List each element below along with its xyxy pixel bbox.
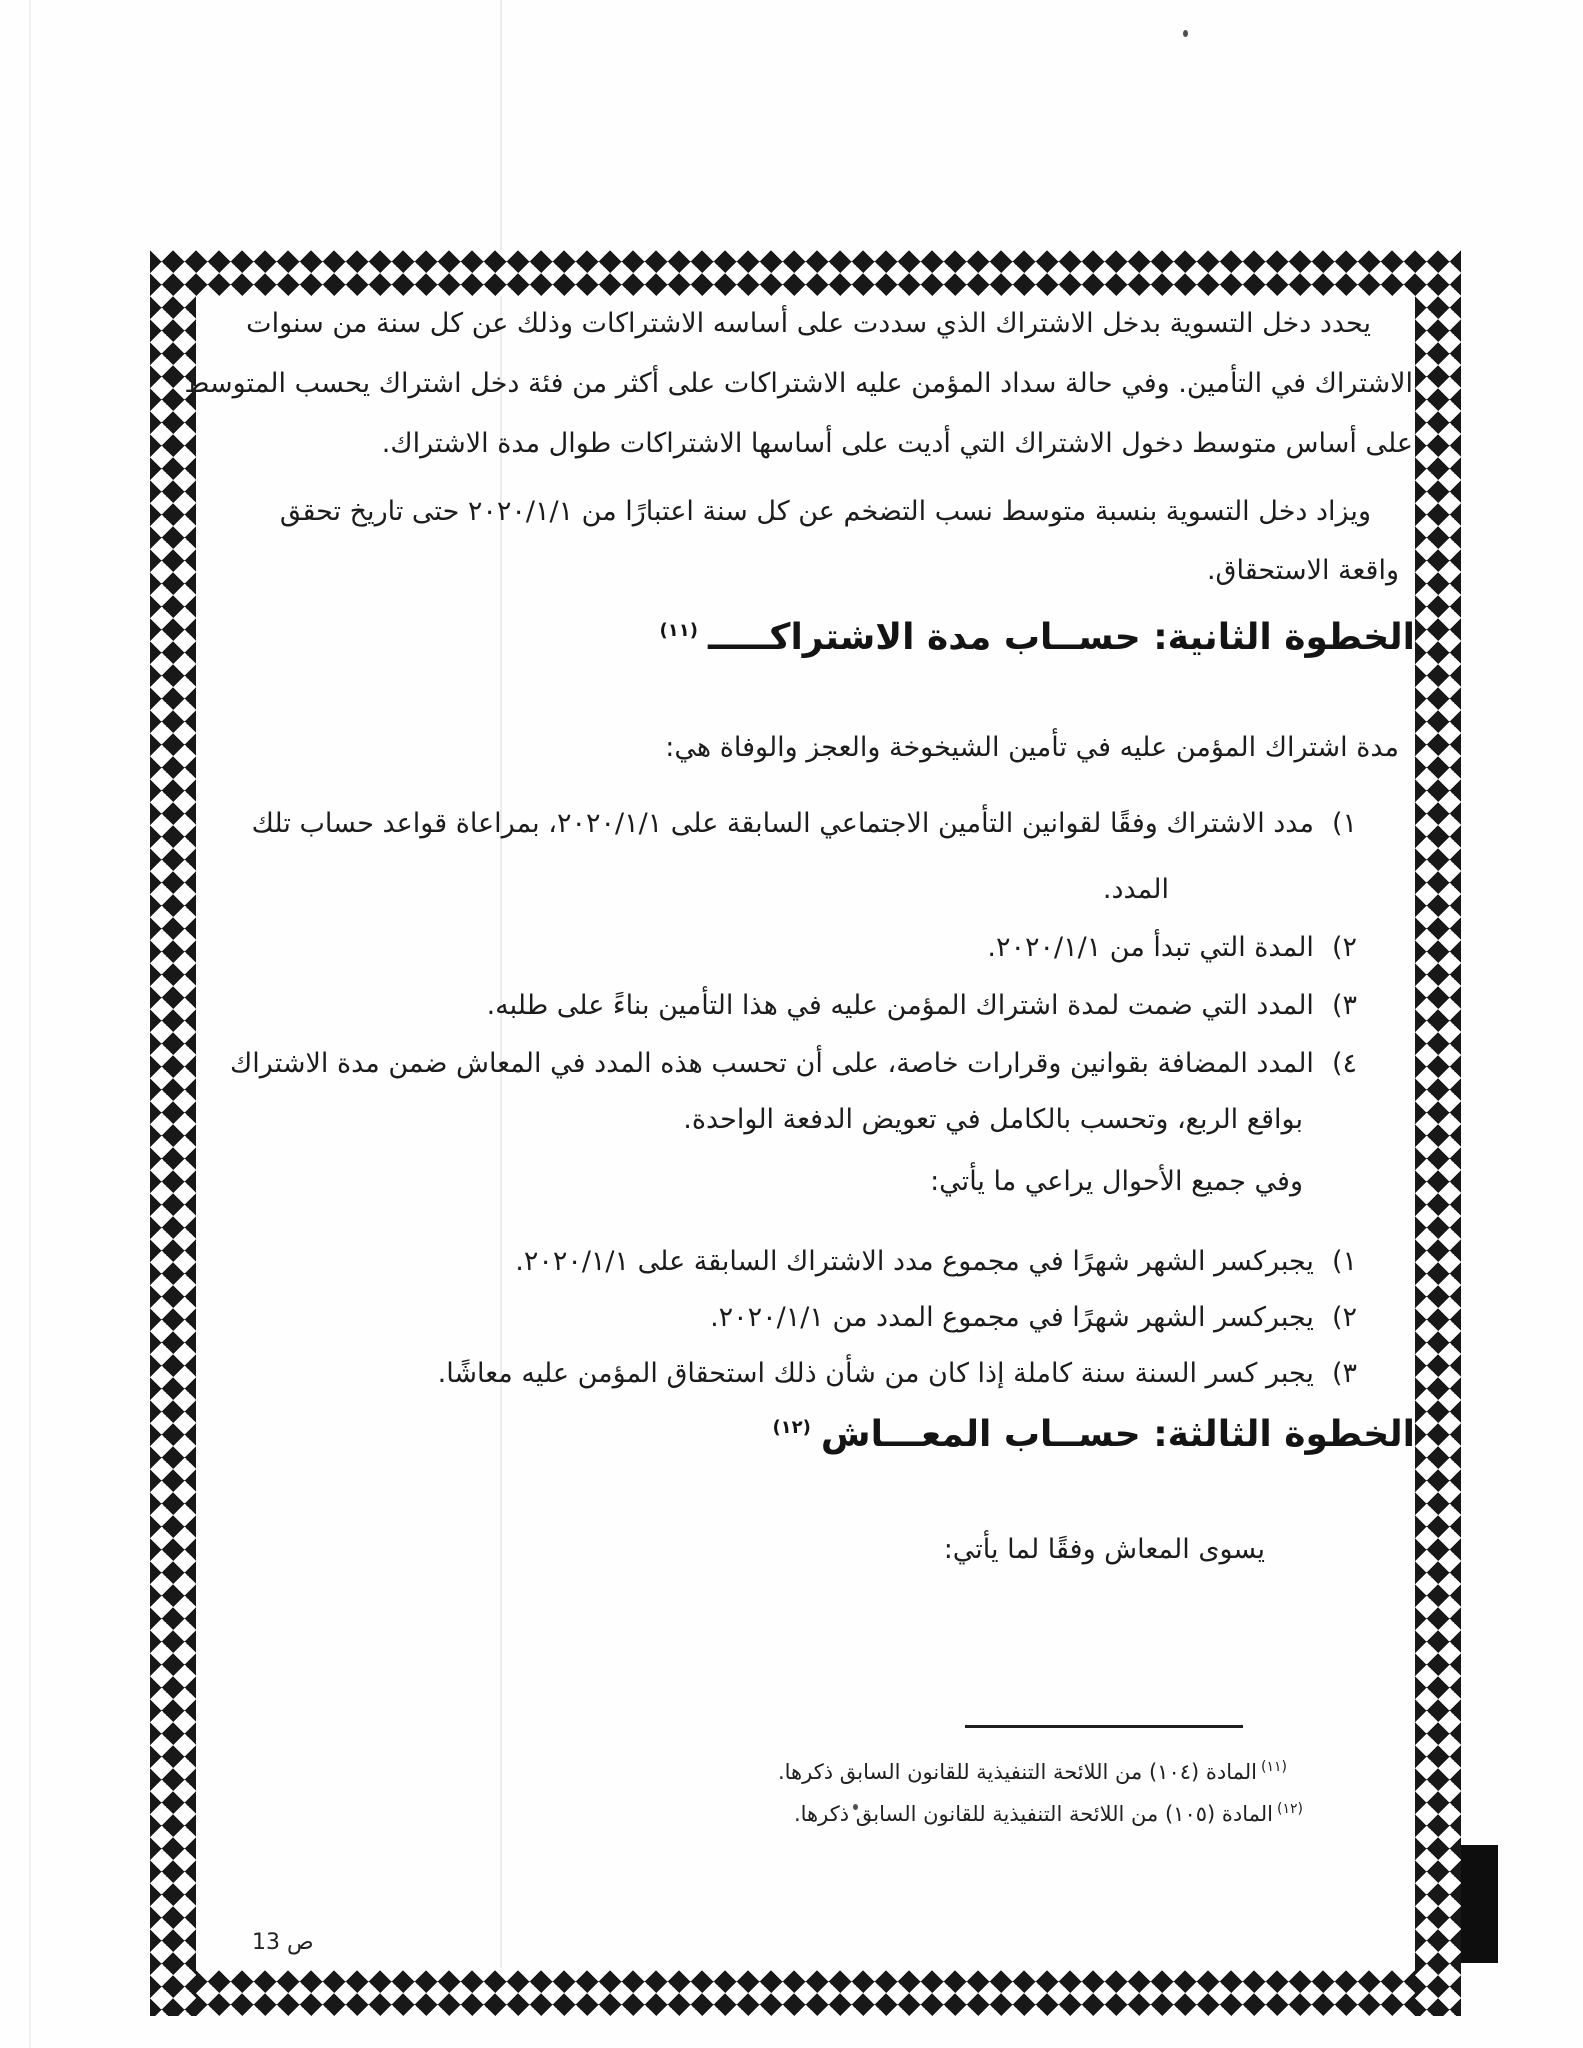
footnote-separator xyxy=(965,1725,1243,1728)
footnote-text: المادة (١٠٤) من اللائحة التنفيذية للقانون السابق ذكرها. xyxy=(777,1760,1258,1784)
border-band-left xyxy=(150,250,196,2016)
list-item-text: المدة التي تبدأ من ٢٠٢٠/١/١. xyxy=(987,932,1314,963)
step-3-heading-text: الخطوة الثالثة: حســاب المعـــاش xyxy=(820,1414,1415,1455)
border-band-bottom xyxy=(150,1970,1461,2016)
footnote-ref-12: (١٢) xyxy=(772,1417,811,1438)
list-item-marker: ٢) xyxy=(1331,932,1357,963)
list-item-marker: ٤) xyxy=(1331,1048,1357,1079)
paragraph-line: ويزاد دخل التسوية بنسبة متوسط نسب التضخم عن كل سنة اعتبارًا من ٢٠٢٠/١/١ حتى تاريخ تحقق xyxy=(279,496,1371,527)
list-item-text: يجبر كسر السنة سنة كاملة إذا كان من شأن ذلك استحقاق المؤمن عليه معاشًا. xyxy=(437,1358,1314,1389)
list-item-marker: ٢) xyxy=(1331,1302,1357,1333)
paragraph-line: يحدد دخل التسوية بدخل الاشتراك الذي سددت على أساسه الاشتراكات وذلك عن كل سنة من سنوات xyxy=(246,308,1371,339)
list-item-text: المدد المضافة بقوانين وقرارات خاصة، على أن تحسب هذه المدد في المعاش ضمن مدة الاشتراك xyxy=(230,1048,1314,1079)
list-item xyxy=(987,930,1357,966)
border-band-top xyxy=(150,250,1461,296)
list-item-continuation: المدد. xyxy=(1102,874,1169,905)
list-item xyxy=(252,806,1357,842)
list-item-marker: ١) xyxy=(1331,1246,1357,1277)
list-item-text: يجبركسر الشهر شهرًا في مجموع المدد من ٢٠٢٠/١/١. xyxy=(710,1302,1314,1333)
list-item-text: مدد الاشتراك وفقًا لقوانين التأمين الاجتماعي السابقة على ٢٠٢٠/١/١، بمراعاة قواعد حساب تلك xyxy=(251,808,1314,839)
list-item xyxy=(515,1244,1357,1280)
paragraph-line: واقعة الاستحقاق. xyxy=(1206,555,1399,586)
list-item xyxy=(438,1356,1357,1392)
footnote xyxy=(778,1758,1287,1786)
list-item xyxy=(487,988,1357,1024)
step-3-heading xyxy=(772,1411,1415,1460)
section-intro: مدة اشتراك المؤمن عليه في تأمين الشيخوخة والعجز والوفاة هي: xyxy=(665,732,1399,763)
footnote-marker-11: (١١) xyxy=(1261,1759,1287,1775)
footnote-text: المادة (١٠٥) من اللائحة التنفيذية للقانون السابق ذكرها. xyxy=(793,1802,1274,1826)
border-band-right xyxy=(1415,250,1461,2016)
paragraph-line: الاشتراك في التأمين. وفي حالة سداد المؤمن عليه الاشتراكات على أكثر من فئة دخل اشتراك يحسب المتوسط xyxy=(184,368,1413,399)
footnote xyxy=(794,1800,1303,1828)
document-body xyxy=(184,296,1415,1970)
section-intro: وفي جميع الأحوال يراعي ما يأتي: xyxy=(930,1166,1303,1197)
scan-speck xyxy=(1183,30,1188,37)
list-item-text: يجبركسر الشهر شهرًا في مجموع مدد الاشتراك السابقة على ٢٠٢٠/١/١. xyxy=(515,1246,1314,1277)
list-item-text: المدد التي ضمت لمدة اشتراك المؤمن عليه في هذا التأمين بناءً على طلبه. xyxy=(486,990,1314,1021)
paragraph-line: على أساس متوسط دخول الاشتراك التي أديت على أساسها الاشتراكات طوال مدة الاشتراك. xyxy=(381,428,1413,459)
footnote-marker-12: (١٢) xyxy=(1277,1801,1303,1817)
step-2-heading xyxy=(660,614,1415,663)
list-item xyxy=(230,1046,1357,1082)
scan-black-tab xyxy=(1455,1845,1498,1963)
step-2-heading-text: الخطوة الثانية: حســاب مدة الاشتراكـــــ xyxy=(708,617,1415,658)
list-item-marker: ٣) xyxy=(1331,1358,1357,1389)
list-item-marker: ٣) xyxy=(1331,990,1357,1021)
page-number: ص 13 xyxy=(252,1930,314,1955)
footnote-ref-11: (١١) xyxy=(659,620,698,641)
list-item-continuation: بواقع الربع، وتحسب بالكامل في تعويض الدفعة الواحدة. xyxy=(683,1104,1303,1135)
list-item-marker: ١) xyxy=(1331,808,1357,839)
scan-edge-artifact xyxy=(29,0,31,2048)
list-item xyxy=(710,1300,1357,1336)
section-intro: يسوى المعاش وفقًا لما يأتي: xyxy=(943,1534,1265,1565)
ornamental-border-frame xyxy=(150,250,1461,2016)
